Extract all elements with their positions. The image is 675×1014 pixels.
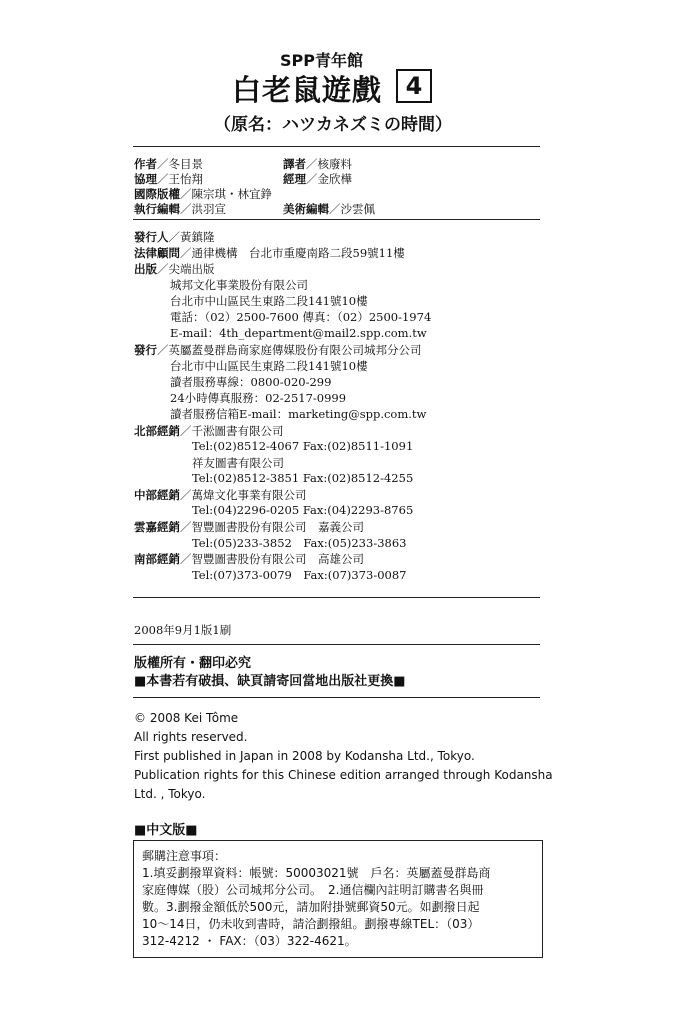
book-title: 白老鼠遊戲: [232, 73, 383, 107]
south-line: Tel:(07)373-0079 Fax:(07)373-0087: [192, 568, 407, 582]
volume-number: 4: [396, 69, 432, 103]
role-label: 美術編輯: [283, 202, 329, 216]
north-distributor: 北部經銷／千淞圖書有限公司: [134, 424, 284, 438]
divider: [133, 697, 540, 698]
role-label: 發行: [134, 343, 157, 357]
divider: [133, 146, 540, 147]
divider: [133, 597, 540, 598]
postal-line: 1.填妥劃撥單資料：帳號：50003021號 戶名：英屬蓋曼群島商: [142, 866, 491, 880]
imprint: SPP青年館: [280, 51, 363, 70]
central-distributor: 中部經銷／萬煒文化事業有限公司: [134, 488, 307, 502]
distributor-line: 讀者服務專線：0800-020-299: [170, 375, 332, 389]
postal-heading: 郵購注意事項：: [142, 849, 227, 863]
chiayi-distributor: 雲嘉經銷／智豐圖書股份有限公司 嘉義公司: [134, 520, 364, 534]
north-line: 祥友圖書有限公司: [192, 456, 284, 470]
rights-credit: 國際版權／陳宗琪・林宜錚: [134, 187, 272, 201]
south-distributor: 南部經銷／智豐圖書股份有限公司 高雄公司: [134, 552, 364, 566]
translator-credit: 譯者／核廢料: [283, 157, 352, 171]
exec-editor-credit: 執行編輯／洪羽宣: [134, 202, 226, 216]
legal-counsel: 法律顧問／通律機構 台北市重慶南路二段59號11樓: [134, 246, 405, 260]
manager-credit: 經理／金欣樺: [283, 172, 352, 186]
chiayi-line: Tel:(05)233-3852 Fax:(05)233-3863: [192, 536, 407, 550]
role-label: 發行人: [134, 230, 169, 244]
divider: [133, 219, 540, 220]
divider: [133, 644, 540, 645]
role-label: 南部經銷: [134, 552, 180, 566]
role-label: 國際版權: [134, 187, 180, 201]
damage-notice: ■本書若有破損、缺頁請寄回當地出版社更換■: [134, 674, 406, 689]
original-title: （原名：ハツカネズミの時間）: [214, 115, 452, 135]
role-label: 譯者: [283, 157, 306, 171]
postal-line: 家庭傳媒（股）公司城邦分公司。 2.通信欄內註明訂購書名與冊: [142, 883, 484, 897]
press-line: 台北市中山區民生東路二段141號10樓: [170, 294, 368, 308]
rights-notice: 版權所有・翻印必究: [134, 656, 252, 671]
role-label: 北部經銷: [134, 424, 180, 438]
postal-line: 312-4212 ・ FAX：（03）322-4621。: [142, 934, 357, 948]
author-credit: 作者／冬目景: [134, 157, 203, 171]
postal-line: 10～14日，仍未收到書時，請洽劃撥組。劃撥專線TEL：（03）: [142, 917, 480, 931]
role-label: 法律顧問: [134, 246, 180, 260]
role-label: 經理: [283, 172, 306, 186]
distributor: 發行／英屬蓋曼群島商家庭傳媒股份有限公司城邦分公司: [134, 343, 422, 357]
role-label: 協理: [134, 172, 157, 186]
chinese-edition-heading: ■中文版■: [134, 823, 198, 838]
press: 出版／尖端出版: [134, 262, 215, 276]
role-label: 作者: [134, 157, 157, 171]
north-line: Tel:(02)8512-3851 Fax:(02)8512-4255: [192, 471, 414, 485]
copyright-line: All rights reserved.: [134, 730, 248, 744]
press-line: 電話：（02）2500-7600 傳真：（02）2500-1974: [170, 310, 432, 324]
north-line: Tel:(02)8512-4067 Fax:(02)8511-1091: [192, 439, 414, 453]
role-label: 中部經銷: [134, 488, 180, 502]
copyright-line: First published in Japan in 2008 by Kodansha Ltd., Tokyo.: [134, 749, 475, 763]
copyright-line: Publication rights for this Chinese edition arranged through Kodansha: [134, 768, 553, 782]
issuer: 發行人／黃鎮隆: [134, 230, 215, 244]
copyright-line: © 2008 Kei Tôme: [134, 711, 239, 725]
assist-credit: 協理／王怡翔: [134, 172, 203, 186]
role-label: 出版: [134, 262, 157, 276]
role-label: 雲嘉經銷: [134, 520, 180, 534]
central-line: Tel:(04)2296-0205 Fax:(04)2293-8765: [192, 503, 414, 517]
distributor-line: 台北市中山區民生東路二段141號10樓: [170, 359, 368, 373]
edition-date: 2008年9月1版1刷: [134, 623, 232, 637]
press-line: 城邦文化事業股份有限公司: [170, 278, 308, 292]
press-line: E-mail：4th_department@mail2.spp.com.tw: [170, 326, 427, 340]
distributor-line: 24小時傳真服務：02-2517-0999: [170, 391, 347, 405]
copyright-line: Ltd. , Tokyo.: [134, 787, 206, 801]
postal-notice-box: [133, 840, 543, 958]
distributor-line: 讀者服務信箱E-mail：marketing@spp.com.tw: [170, 407, 427, 421]
art-editor-credit: 美術編輯／沙雲佩: [283, 202, 375, 216]
role-label: 執行編輯: [134, 202, 180, 216]
postal-line: 數。3.劃撥金額低於500元，請加附掛號郵資50元。如劃撥日起: [142, 900, 480, 914]
